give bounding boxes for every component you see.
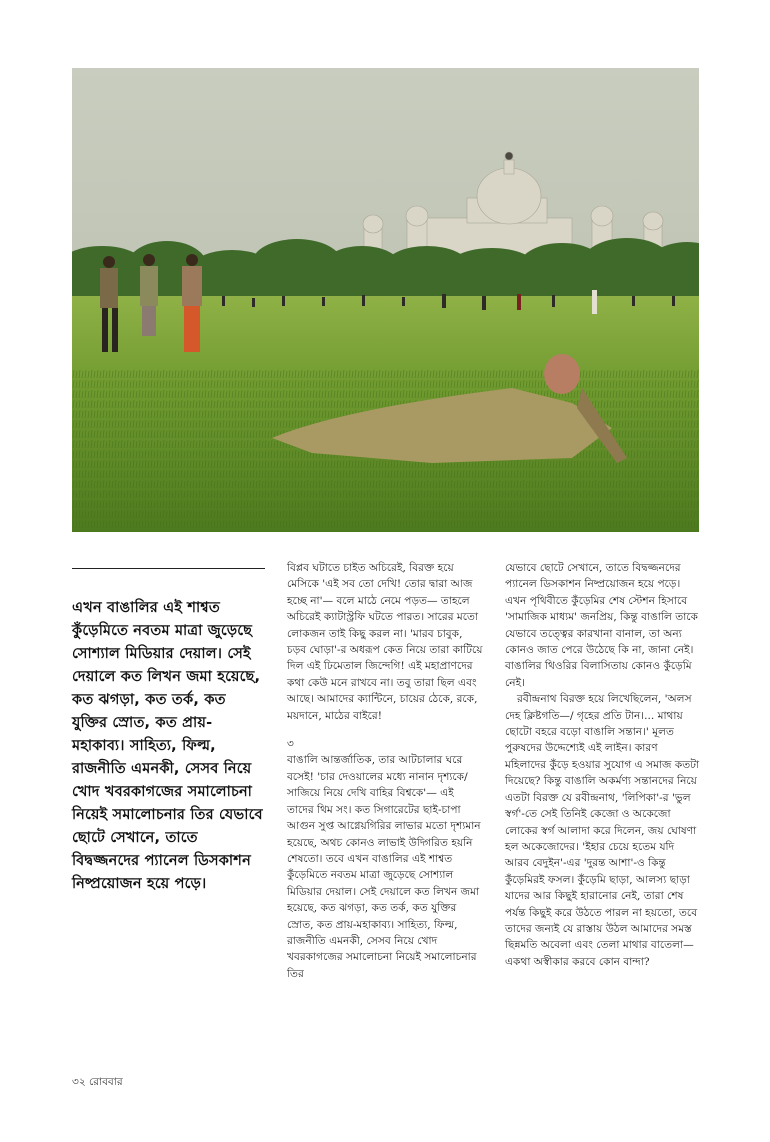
column2-paragraph-2: বাঙালি আন্তর্জাতিক, তার আটচালার ঘরে বসেই! 'চার দেওয়ালের মধ্যে নানান দৃশ্যকে/ সাজিয়ে নিয়ে দেখি বাহির বিশ্বকে'— এই তাদের থিম সং। কত সিগারেটের ছাই-চাপা আগুন সুপ্ত আগ্নেয়গিরির লাভার মতো দৃশ্যমান হয়েছে, অথচ কোনও লাভাই উদ্গিরিত হয়নি শেষতো। তবে এখন বাঙালির এই শাশ্বত কুঁড়েমিতে নবতম মাত্রা জুড়েছে সোশ্যাল মিডিয়ার দেয়াল। সেই দেয়ালে কত লিখন জমা হয়েছে, কত ঝগড়া, কত তর্ক, কত যুক্তির স্রোত, কত প্রায়-মহাকাব্য। সাহিত্য, ফিল্ম, রাজনীতি এমনকী, সেসব নিয়ে খোদ খবরকাগজের সমালোচনা নিয়েই সমালোচনার তির	[287, 754, 481, 980]
column3-paragraph-1: যেভাবে ছোটে সেখানে, তাতে বিদ্বজ্জনদের প্যানেল ডিসকাশন নিষ্প্রয়োজন হয়ে পড়ে। এখন পৃথিবীতে কুঁড়েমির শেষ স্টেশন হিসাবে 'সামাজিক মাধ্যম' জনপ্রিয়, কিন্তু বাঙালি তাকে যেভাবে তত্ত্বের কারখানা বানাল, তা অন্য কোনও জাত পেরে উঠেছে কি না, জানা নেই। বাঙালির থিওরির বিলাসিতায় কোনও কুঁড়েমি নেই।	[505, 562, 698, 689]
column3-paragraph-2: রবীন্দ্রনাথ বিরক্ত হয়ে লিখেছিলেন, 'অলস দেহ ক্লিষ্টগতি—/ গৃহের প্রতি টান।... মাথায় ছোটো বহরে বড়ো বাঙালি সন্তান।' মূলত পুরুষদের উদ্দেশ্যেই এই লাইন। কারণ মহিলাদের কুঁড়ে হওয়ার সুযোগ এ সমাজ কতটা দিয়েছে? কিন্তু বাঙালি অকর্মণ্য সন্তানদের নিয়ে এতটা বিরক্ত যে রবীন্দ্রনাথ, 'লিপিকা'-র 'ভুল স্বর্গ'-তে সেই তিনিই কেজো ও অকেজো লোকের স্বর্গ আলাদা করে দিলেন, জয় ঘোষণা হল অকেজোদের। 'ইহার চেয়ে হতেম যদি আরব বেদুইন'-এর 'দুরন্ত আশা'-ও কিন্তু কুঁড়েমিরই ফসল। কুঁড়েমি ছাড়া, আলস্য ছাড়া যাদের আর কিছুই হারানোর নেই, তারা শেষ পর্যন্ত কিছুই করে উঠতে পারল না হয়তো, তবে তাদের জন্যই যে রাস্তায় উঠল আমাদের সমস্ত ছিন্নমতি অবেলা এবং তেলা মাথার বাতেলা— একথা অস্বীকার করবে কোন বান্দা?	[505, 693, 700, 968]
page-footer	[72, 1075, 123, 1092]
article-column-2	[287, 560, 483, 982]
page-number: ৩২	[72, 1076, 86, 1088]
column2-paragraph-1: বিপ্লব ঘটাতে চাইত অচিরেই, বিরক্ত হয়ে মেসিকে 'এই সব তো দেখি! তোর দ্বারা আজ হচ্ছে না'— বলে মাঠে নেমে পড়ত— তাহলে অচিরেই ক্যাটাস্ট্রফি ঘটতে পারত। সারের মতো লোকজন তাই কিছু করল না। 'মারব চাবুক, চড়ব ঘোড়া'-র অধরূপ কেত নিয়ে তারা কাটিয়ে দিল এই ঢিমেতাল জিন্দেগি! এই মহাপ্রাণদের কথা কেউ মনে রাখবে না। তবু তারা ছিল এবং আছে। আমাদের ক্যান্টিনে, চায়ের ঠেকে, রকে, ময়দানে, মাঠের বাইরে!	[287, 562, 483, 722]
pull-quote-text: এখন বাঙালির এই শাশ্বত কুঁড়েমিতে নবতম মাত্রা জুড়েছে সোশ্যাল মিডিয়ার দেয়াল। সেই দেয়ালে কত লিখন জমা হয়েছে, কত ঝগড়া, কত তর্ক, কত যুক্তির স্রোত, কত প্রায়-মহাকাব্য। সাহিত্য, ফিল্ম, রাজনীতি এমনকী, সেসব নিয়ে খোদ খবরকাগজের সমালোচনা নিয়েই সমালোচনার তির যেভাবে ছোটে সেখানে, তাতে বিদ্বজ্জনদের প্যানেল ডিসকাশন নিষ্প্রয়োজন হয়ে পড়ে।	[72, 600, 263, 892]
article-column-3	[505, 560, 701, 970]
hero-photo	[72, 68, 699, 532]
pull-quote	[72, 568, 265, 896]
magazine-name: রোববার	[89, 1076, 123, 1088]
section-number: ৩	[287, 738, 294, 751]
